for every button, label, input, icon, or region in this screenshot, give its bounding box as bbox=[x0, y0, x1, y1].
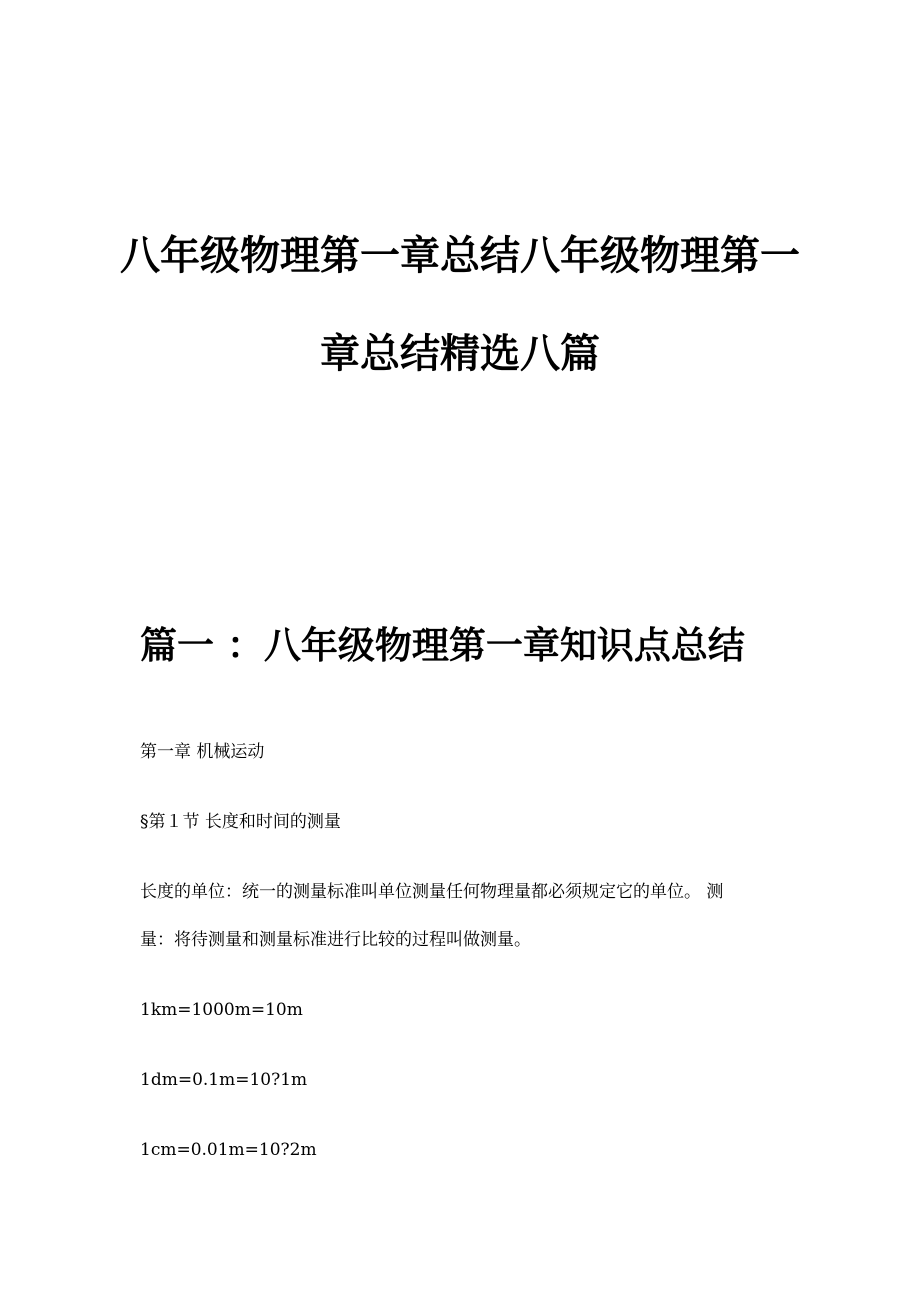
subsection-label: §第１节 长度和时间的测量 bbox=[140, 812, 341, 832]
formula-line: 1km=1000m=10m bbox=[140, 1000, 303, 1020]
document-title-line-1: 八年级物理第一章总结八年级物理第一 bbox=[120, 233, 800, 279]
document-title-line-2: 章总结精选八篇 bbox=[320, 331, 600, 377]
paragraph-line-1: 长度的单位：统一的测量标准叫单位测量任何物理量都必须规定它的单位。 测 bbox=[140, 882, 724, 902]
section-heading: 篇一 ：八年级物理第一章知识点总结 bbox=[140, 624, 745, 667]
chapter-label: 第一章 机械运动 bbox=[140, 742, 265, 762]
formula-line: 1dm=0.1m=10?1m bbox=[140, 1070, 308, 1090]
formula-line: 1cm=0.01m=10?2m bbox=[140, 1140, 317, 1160]
paragraph-line-2: 量：将待测量和测量标准进行比较的过程叫做测量。 bbox=[140, 930, 531, 950]
